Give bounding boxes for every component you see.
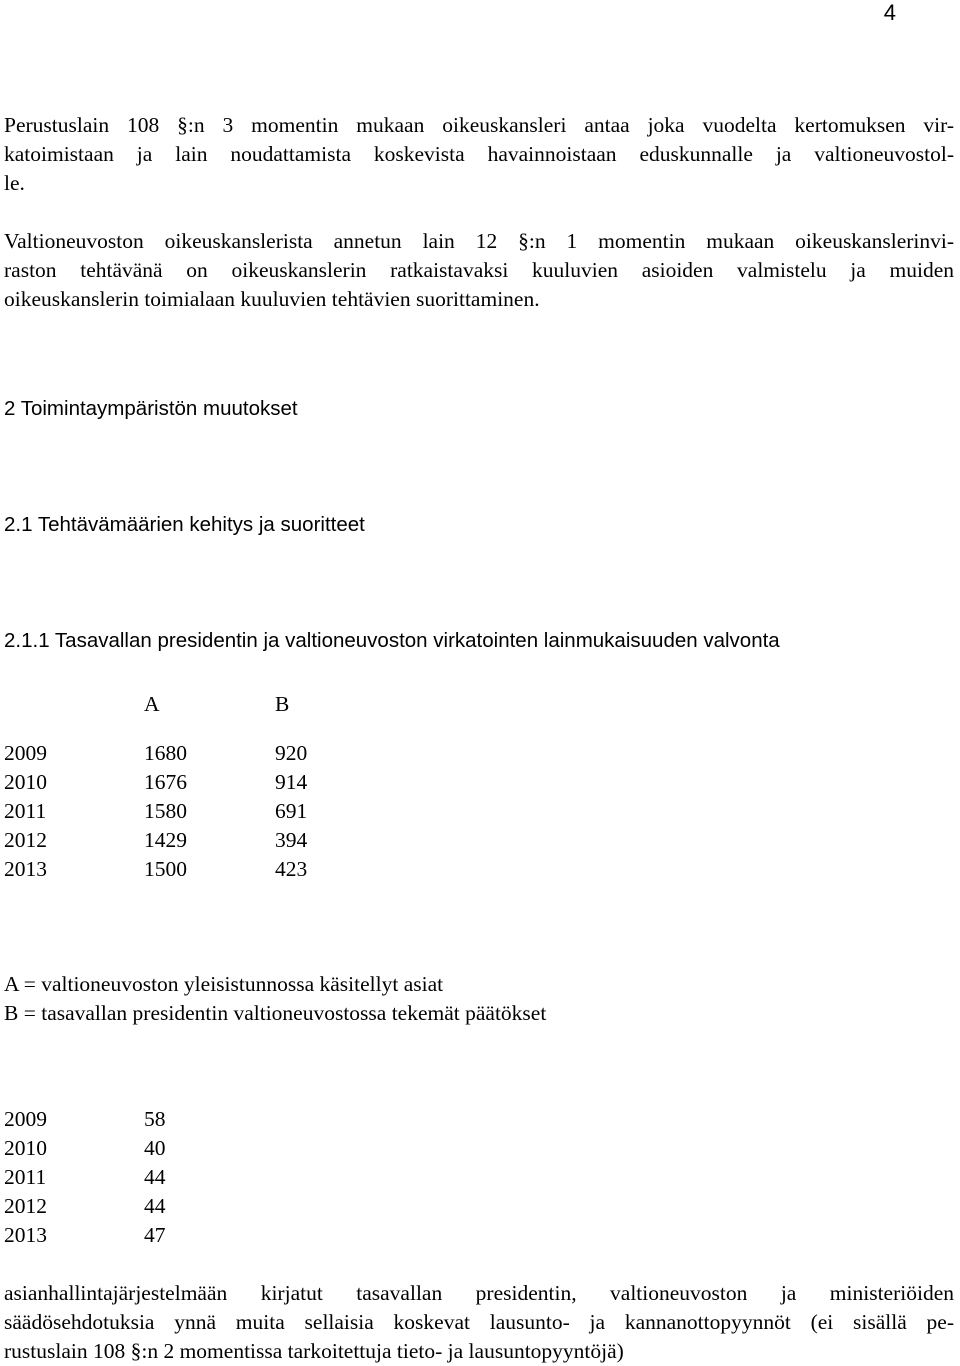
text-line: le. [4, 171, 25, 195]
value-b-cell: 691 [275, 799, 308, 823]
year-cell: 2009 [4, 1107, 47, 1131]
value-b-cell: 920 [275, 741, 308, 765]
year-cell: 2013 [4, 857, 47, 881]
value-a-cell: 1500 [144, 857, 187, 881]
year-cell: 2010 [4, 1136, 47, 1160]
value-a-cell: 1680 [144, 741, 187, 765]
table1-header-b: B [275, 692, 290, 716]
value-cell: 58 [144, 1107, 166, 1131]
heading-section-2-1-1: 2.1.1 Tasavallan presidentin ja valtioneuvoston virkatointen lainmukaisuuden valvonta [4, 629, 780, 652]
text-line: katoimistaan ja lain noudattamista koskevista havainnoistaan eduskunnalle ja valtioneuvostol- [4, 142, 954, 166]
text-line: Perustuslain 108 §:n 3 momentin mukaan oikeuskansleri antaa joka vuodelta kertomuksen vir- [4, 113, 954, 137]
value-b-cell: 914 [275, 770, 308, 794]
value-cell: 44 [144, 1165, 166, 1189]
heading-section-2: 2 Toimintaympäristön muutokset [4, 397, 298, 420]
text-line: asianhallintajärjestelmään kirjatut tasavallan presidentin, valtioneuvoston ja ministeriöiden [4, 1281, 954, 1305]
value-cell: 44 [144, 1194, 166, 1218]
table1-legend [4, 970, 954, 1028]
value-cell: 40 [144, 1136, 166, 1160]
paragraph-statement-requests [4, 1279, 954, 1366]
year-cell: 2013 [4, 1223, 47, 1247]
year-cell: 2011 [4, 1165, 47, 1189]
paragraph-intro [4, 111, 954, 198]
value-a-cell: 1580 [144, 799, 187, 823]
text-line: oikeuskanslerin toimialaan kuuluvien tehtävien suorittaminen. [4, 287, 540, 311]
value-b-cell: 394 [275, 828, 308, 852]
value-b-cell: 423 [275, 857, 308, 881]
text-line: rustuslain 108 §:n 2 momentissa tarkoitettuja tieto- ja lausuntopyyntöjä) [4, 1339, 624, 1363]
text-line: säädösehdotuksia ynnä muita sellaisia koskevat lausunto- ja kannanottopyynnöt (ei sisällä pe- [4, 1310, 954, 1334]
text-line: raston tehtävänä on oikeuskanslerin ratkaistavaksi kuuluvien asioiden valmistelu ja muiden [4, 258, 954, 282]
year-cell: 2012 [4, 1194, 47, 1218]
year-cell: 2009 [4, 741, 47, 765]
table1-header-a: A [144, 692, 160, 716]
paragraph-office-duties [4, 227, 954, 314]
value-cell: 47 [144, 1223, 166, 1247]
legend-a: A = valtioneuvoston yleisistunnossa käsitellyt asiat [4, 972, 444, 996]
value-a-cell: 1676 [144, 770, 187, 794]
legend-b: B = tasavallan presidentin valtioneuvostossa tekemät päätökset [4, 1001, 547, 1025]
value-a-cell: 1429 [144, 828, 187, 852]
page-number: 4 [883, 0, 896, 25]
year-cell: 2011 [4, 799, 47, 823]
year-cell: 2010 [4, 770, 47, 794]
heading-section-2-1: 2.1 Tehtävämäärien kehitys ja suoritteet [4, 513, 365, 536]
text-line: Valtioneuvoston oikeuskanslerista annetun lain 12 §:n 1 momentin mukaan oikeuskanslerinvi- [4, 229, 954, 253]
year-cell: 2012 [4, 828, 47, 852]
